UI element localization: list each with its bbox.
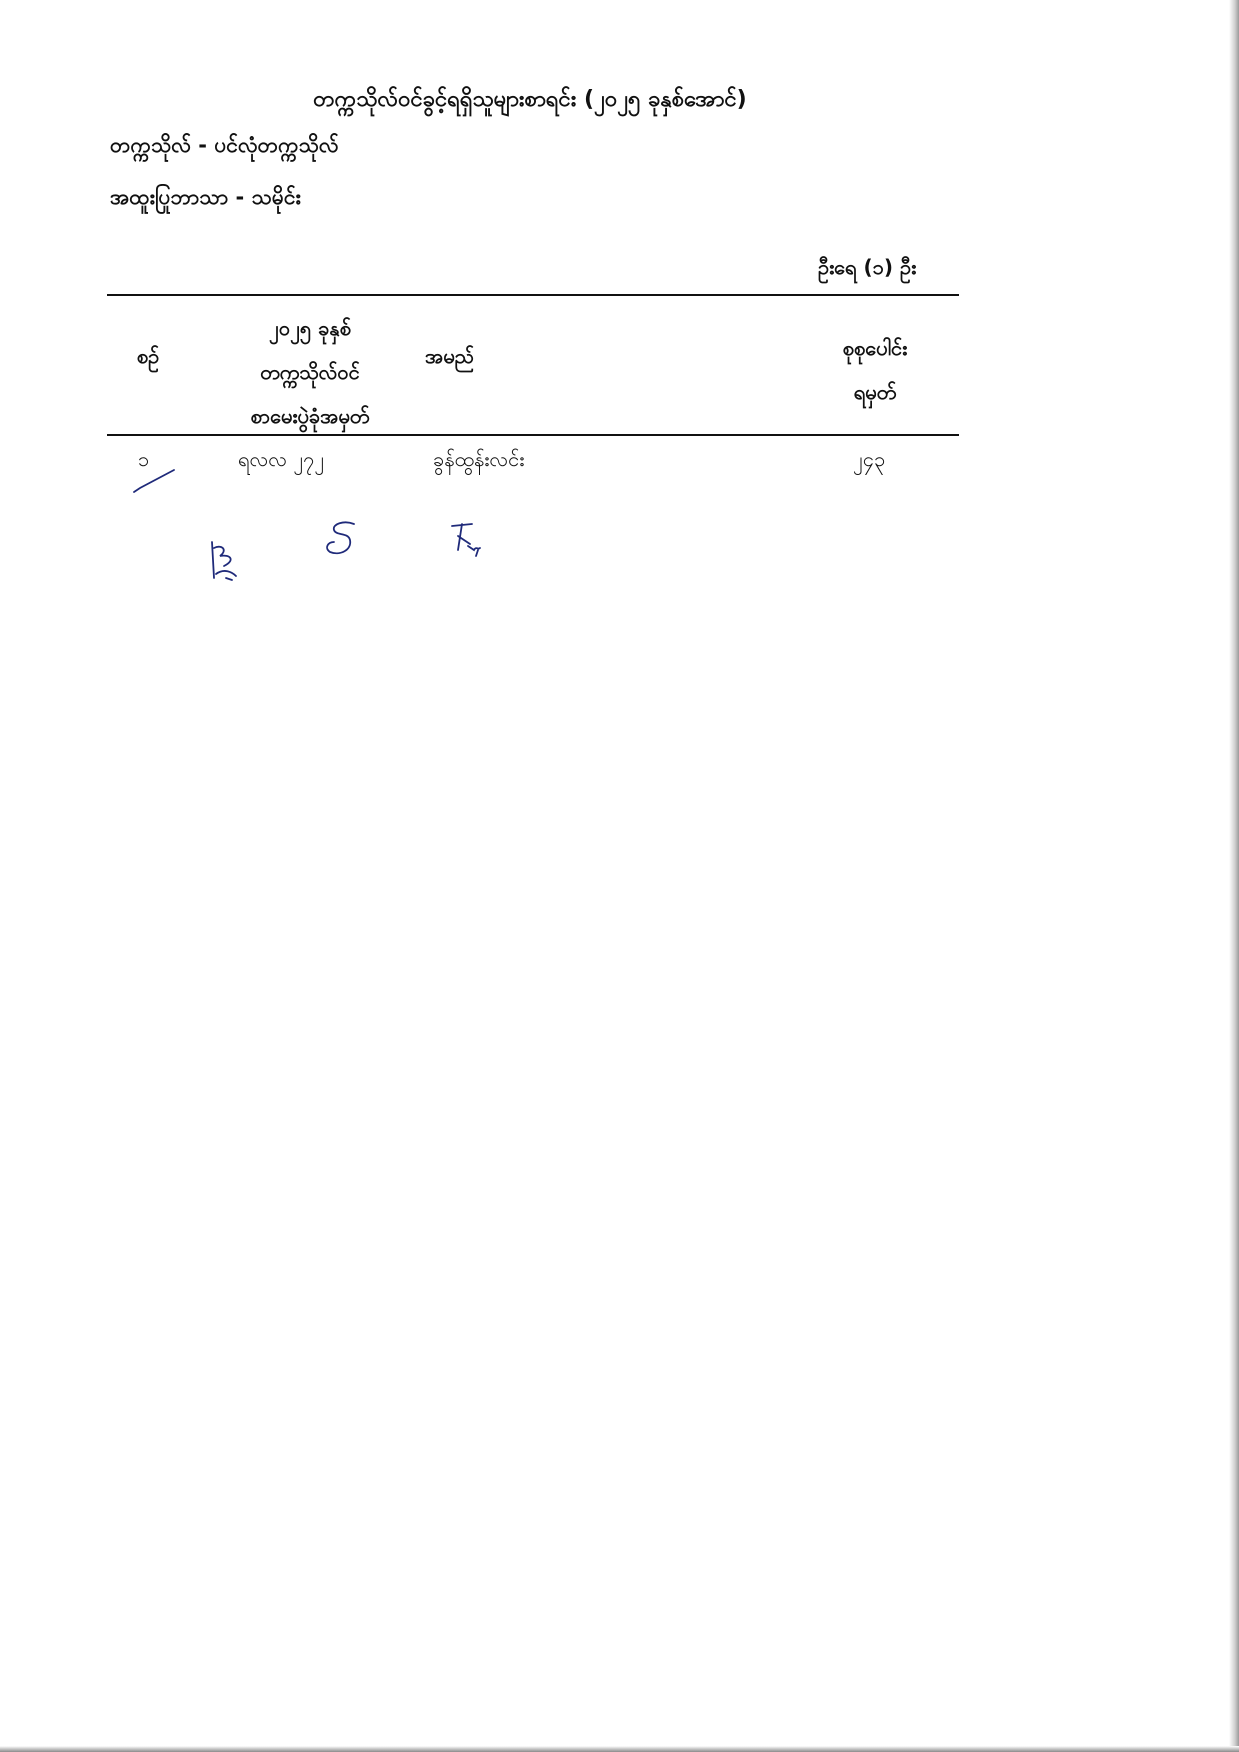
row-exam-number: ရလလ ၂၇၂ — [238, 447, 325, 471]
university-line: တက္ကသိုလ် - ပင်လုံတက္ကသိုလ် — [110, 133, 339, 157]
subject-line: အထူးပြုဘာသာ - သမိုင်း — [110, 185, 301, 209]
row-no: ၁ — [138, 447, 150, 471]
header-total-line-2: ရမှတ် — [853, 380, 897, 404]
signature-1 — [206, 538, 250, 584]
header-name: အမည် — [425, 344, 475, 368]
table-top-rule — [107, 294, 959, 296]
header-exam-number — [220, 306, 400, 438]
header-exam-line-3: စာမေးပွဲခုံအမှတ် — [250, 404, 370, 428]
scan-edge-right — [1229, 0, 1239, 1752]
document-title: တက္ကသိုလ်ဝင်ခွင့်ရရှိသူများစာရင်း (၂၀၂၅ ခုနှစ်အောင်) — [313, 87, 747, 112]
row-total-score: ၂၄၃ — [853, 447, 886, 471]
count-line: ဦးရေ (၁) ဦး — [818, 255, 917, 279]
header-total-score — [810, 326, 940, 414]
header-exam-line-1: ၂၀၂၅ ခုနှစ် — [269, 316, 351, 340]
row-name: ခွန်ထွန်းလင်း — [433, 447, 525, 471]
scan-edge-bottom — [0, 1746, 1239, 1752]
header-exam-line-2: တက္ကသိုလ်ဝင် — [260, 360, 360, 384]
table-header-rule — [107, 434, 959, 436]
header-no: စဉ် — [136, 344, 160, 368]
signature-2 — [320, 518, 364, 562]
header-total-line-1: စုစုပေါင်း — [842, 336, 908, 360]
tick-mark — [130, 466, 178, 496]
signature-3 — [448, 520, 492, 560]
